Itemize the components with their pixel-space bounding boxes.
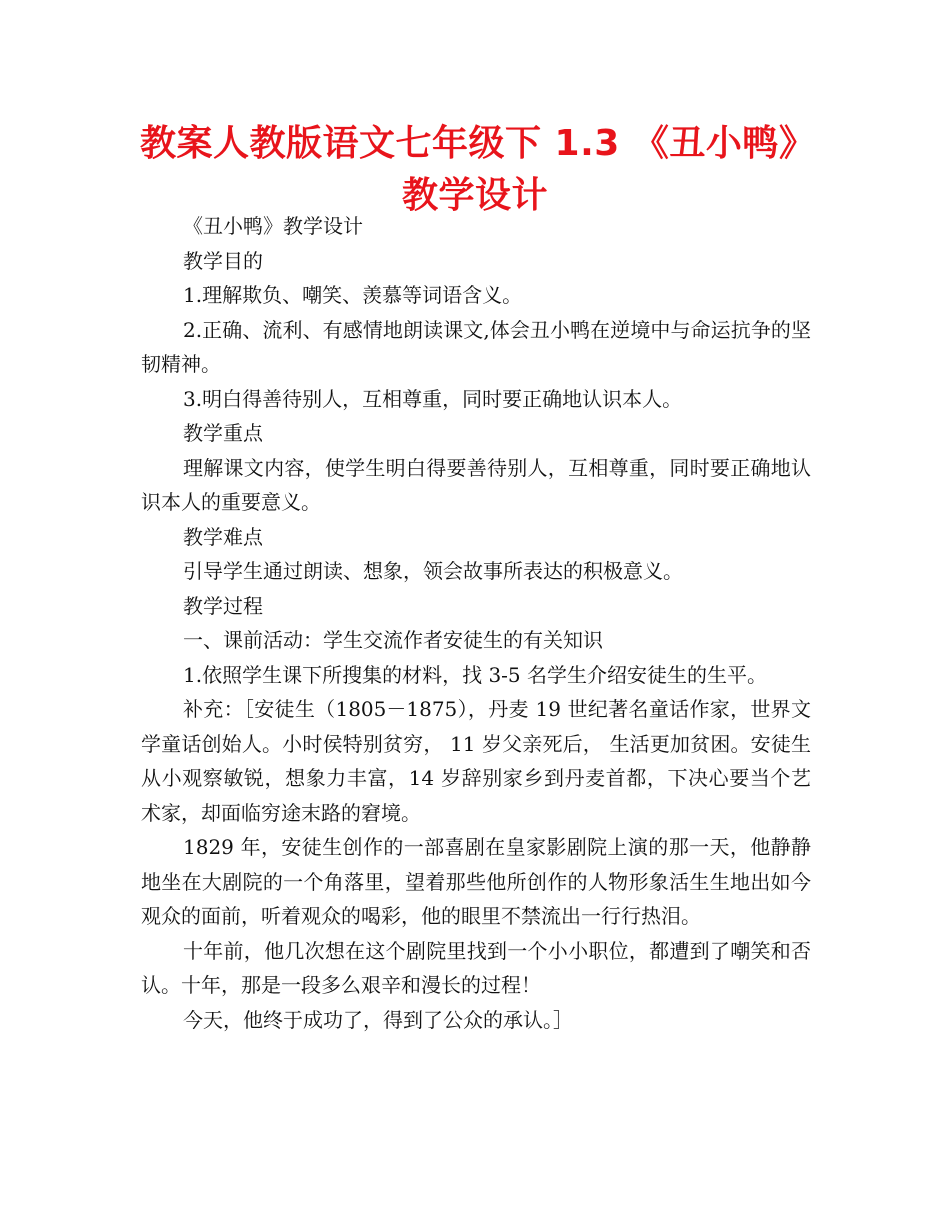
paragraph: 引导学生通过朗读、想象，领会故事所表达的积极意义。 bbox=[183, 559, 683, 583]
paragraph: 2.正确、流利、有感情地朗读课文,体会丑小鸭在逆境中与命运抗争的坚韧精神。 bbox=[141, 317, 811, 376]
paragraph: 1.依照学生课下所搜集的材料，找 3-5 名学生介绍安徒生的生平。 bbox=[183, 662, 768, 687]
paragraph: 今天，他终于成功了，得到了公众的承认。］ bbox=[183, 1007, 573, 1032]
paragraph-subtitle: 《丑小鸭》教学设计 bbox=[183, 214, 363, 238]
paragraph: 一、课前活动：学生交流作者安徒生的有关知识 bbox=[183, 628, 603, 652]
paragraph: 理解课文内容，使学生明白得要善待别人，互相尊重，同时要正确地认识本人的重要意义。 bbox=[141, 455, 811, 514]
heading-objectives: 教学目的 bbox=[183, 248, 263, 273]
heading-process: 教学过程 bbox=[183, 593, 263, 618]
heading-key-points: 教学重点 bbox=[183, 421, 263, 445]
heading-difficulties: 教学难点 bbox=[183, 524, 263, 549]
paragraph: 十年前，他几次想在这个剧院里找到一个小小职位，都遭到了嘲笑和否认。十年，那是一段多么艰辛和漫长的过程！ bbox=[141, 938, 811, 997]
paragraph: 1.理解欺负、嘲笑、羡慕等词语含义。 bbox=[183, 283, 523, 307]
document-title bbox=[140, 118, 816, 222]
title-line-1: 教案人教版语文七年级下 1.3 《丑小鸭》 bbox=[140, 123, 816, 164]
paragraph: 补充：［安徒生（1805－1875），丹麦 19 世纪著名童话作家，世界文学童话创始人。小时侯特别贫穷， 11 岁父亲死后， 生活更加贫困。安徒生从小观察敏锐，想象力丰富，14 岁辞别家乡到丹麦首都，下决心要当个艺术家，却面临穷途末路的窘境。 bbox=[141, 697, 811, 825]
paragraph: 3.明白得善待别人，互相尊重，同时要正确地认识本人。 bbox=[183, 386, 683, 411]
title-line-2: 教学设计 bbox=[401, 175, 548, 216]
document-body bbox=[141, 209, 811, 1037]
paragraph: 1829 年，安徒生创作的一部喜剧在皇家影剧院上演的那一天，他静静地坐在大剧院的一个角落里，望着那些他所创作的人物形象活生生地出如今观众的面前，听着观众的喝彩，他的眼里不禁流出一行行热泪。 bbox=[141, 835, 811, 928]
